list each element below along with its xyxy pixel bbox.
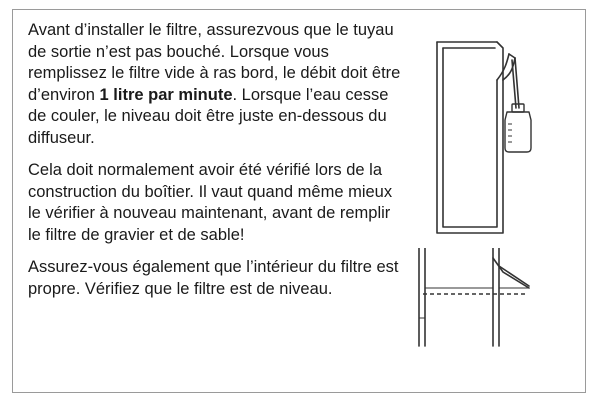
filter-outlet-diagram xyxy=(399,28,539,248)
instruction-panel xyxy=(12,9,586,393)
paragraph-construction-check: Cela doit normalement avoir été vérifié lors de la construction du boîtier. Il vaut quand même mieux le vérifier à nouveau maintenant, avant de remplir le filtre de gravier et de sable! xyxy=(28,161,393,244)
instruction-text xyxy=(28,20,403,311)
paragraph-cleanliness: Assurez-vous également que l’intérieur du filtre est propre. Vérifiez que le filtre est de niveau. xyxy=(28,258,399,298)
flow-rate-value: 1 litre par minute xyxy=(99,85,233,104)
container-outer-wall-shape xyxy=(437,42,503,233)
paragraph-flow-rate xyxy=(28,20,403,149)
water-level-diagram xyxy=(399,248,539,348)
measuring-bottle-icon xyxy=(505,104,531,152)
paragraph-flow-rate-outro: . Lorsque l’eau cesse de couler, le niveau doit être juste en-dessous du diffuseur. xyxy=(28,85,389,147)
container-inner-wall-shape xyxy=(443,48,497,227)
paragraph-flow-rate-intro: Avant d’installer le filtre, assurezvous que le tuyau de sortie n’est pas bouché. Lorsque vous remplissez le filtre vide à ras bord, le débit doit être d’environ xyxy=(28,21,401,104)
